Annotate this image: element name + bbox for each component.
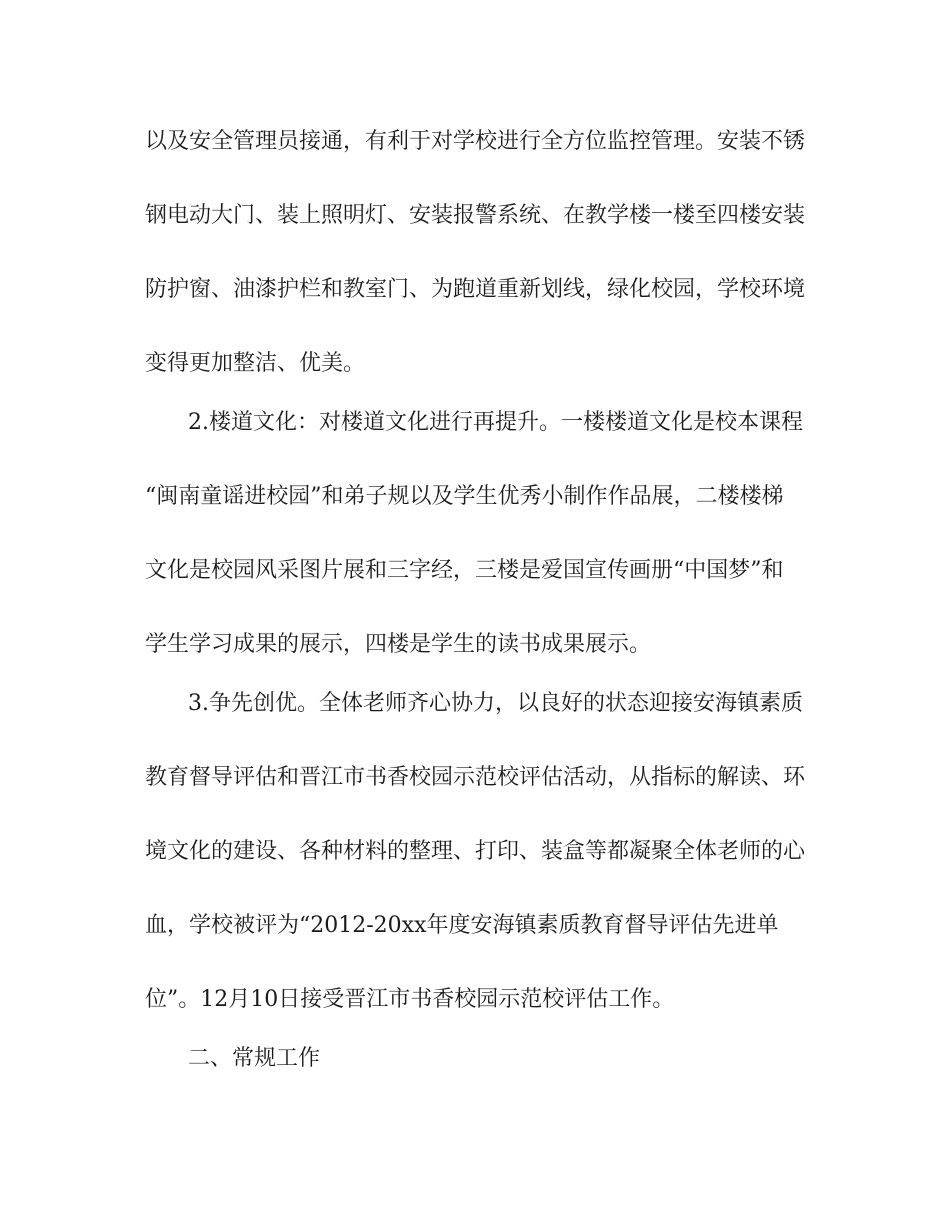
text-line-7: 文化是校园风采图片展和三字经，三楼是爱国宣传画册“中国梦”和: [145, 558, 784, 583]
text-line-3: 防护窗、油漆护栏和教室门、为跑道重新划线，绿化校园，学校环境: [145, 277, 805, 302]
text-line-4: 变得更加整洁、优美。: [145, 351, 366, 376]
text-line-12: 血，学校被评为“2012-20xx年度安海镇素质教育督导评估先进单: [145, 913, 779, 938]
text-line-6: “闽南童谣进校园”和弟子规以及学生优秀小制作作品展，二楼楼梯: [145, 484, 784, 509]
text-line-2: 钢电动大门、装上照明灯、安装报警系统、在教学楼一楼至四楼安装: [145, 203, 805, 228]
section-heading: 二、常规工作: [188, 1046, 321, 1071]
text-line-1: 以及安全管理员接通，有利于对学校进行全方位监控管理。安装不锈: [145, 129, 805, 154]
text-line-8: 学生学习成果的展示，四楼是学生的读书成果展示。: [145, 632, 652, 657]
text-line-9: 3.争先创优。全体老师齐心协力，以良好的状态迎接安海镇素质: [188, 691, 803, 716]
text-line-10: 教育督导评估和晋江市书香校园示范校评估活动，从指标的解读、环: [145, 765, 805, 790]
text-line-5: 2.楼道文化：对楼道文化进行再提升。一楼楼道文化是校本课程: [188, 410, 803, 435]
text-line-13: 位”。12月10日接受晋江市书香校园示范校评估工作。: [145, 987, 675, 1012]
text-line-11: 境文化的建设、各种材料的整理、打印、装盒等都凝聚全体老师的心: [145, 839, 805, 864]
